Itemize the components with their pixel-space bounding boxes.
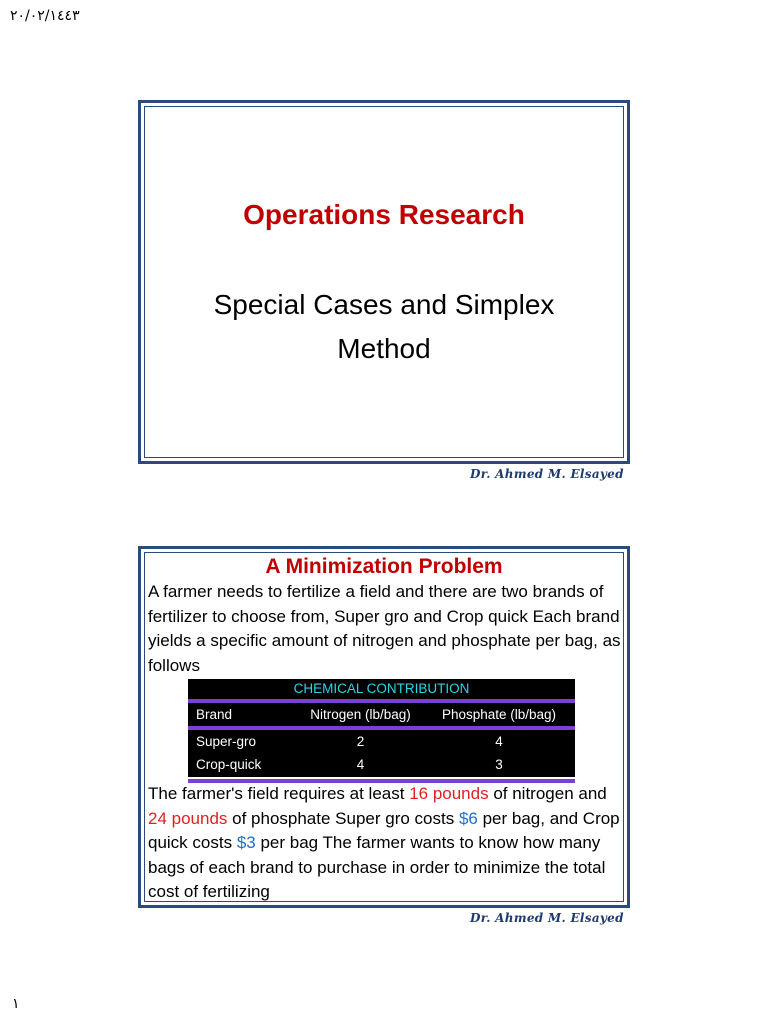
highlight-supergro-cost: $6 xyxy=(458,808,478,828)
slide-subtitle: Special Cases and Simplex Method xyxy=(213,289,555,364)
header-phosphate: Phosphate (lb/bag) xyxy=(441,707,557,722)
text-segment: per bag The farmer wants to know how many bags of each brand to purchase in order to minimize the total cost of fertilizing xyxy=(148,833,606,901)
text-segment: of nitrogen and xyxy=(488,784,607,803)
cell-nitrogen: 2 xyxy=(356,734,365,749)
table-caption: CHEMICAL CONTRIBUTION xyxy=(293,681,470,696)
highlight-phosphate-amount: 24 pounds xyxy=(148,808,228,828)
slide-heading: A Minimization Problem xyxy=(265,555,503,578)
cell-phosphate: 4 xyxy=(495,734,503,749)
text-segment: per bag, and Crop quick costs xyxy=(148,808,620,852)
table-row xyxy=(188,753,575,776)
highlight-nitrogen-amount: 16 pounds xyxy=(409,784,489,803)
text-segment: of phosphate Super gro costs xyxy=(227,808,459,828)
cell-phosphate: 3 xyxy=(495,757,503,772)
author-signature: Dr. Ahmed M. Elsayed xyxy=(470,467,624,481)
chemical-contribution-table xyxy=(188,679,575,777)
slide-title-heading: Operations Research xyxy=(243,199,525,230)
page-number: ١ xyxy=(12,996,20,1012)
header-nitrogen: Nitrogen (lb/bag) xyxy=(310,707,411,722)
header-brand: Brand xyxy=(196,707,233,722)
cell-brand: Crop-quick xyxy=(196,757,262,772)
requirements-paragraph xyxy=(148,782,621,905)
intro-paragraph: A farmer needs to fertilize a field and there are two brands of fertilizer to choose from, Super gro and Crop quick Each brand yields a specific amount of nitrogen and phosphate per bag, as follows xyxy=(148,582,621,675)
highlight-cropquick-cost: $3 xyxy=(236,833,256,852)
table-row xyxy=(188,730,575,753)
text-segment: The farmer's field requires at least xyxy=(148,784,410,803)
author-signature: Dr. Ahmed M. Elsayed xyxy=(470,911,624,925)
slide-inner-frame xyxy=(144,106,624,458)
cell-brand: Super-gro xyxy=(196,734,257,749)
slide-minimization xyxy=(138,546,630,908)
page-date: ٢٠/٠٢/١٤٤٣ xyxy=(10,8,80,24)
slide-title xyxy=(138,100,630,464)
table-header-row xyxy=(188,703,575,726)
cell-nitrogen: 4 xyxy=(356,757,365,772)
